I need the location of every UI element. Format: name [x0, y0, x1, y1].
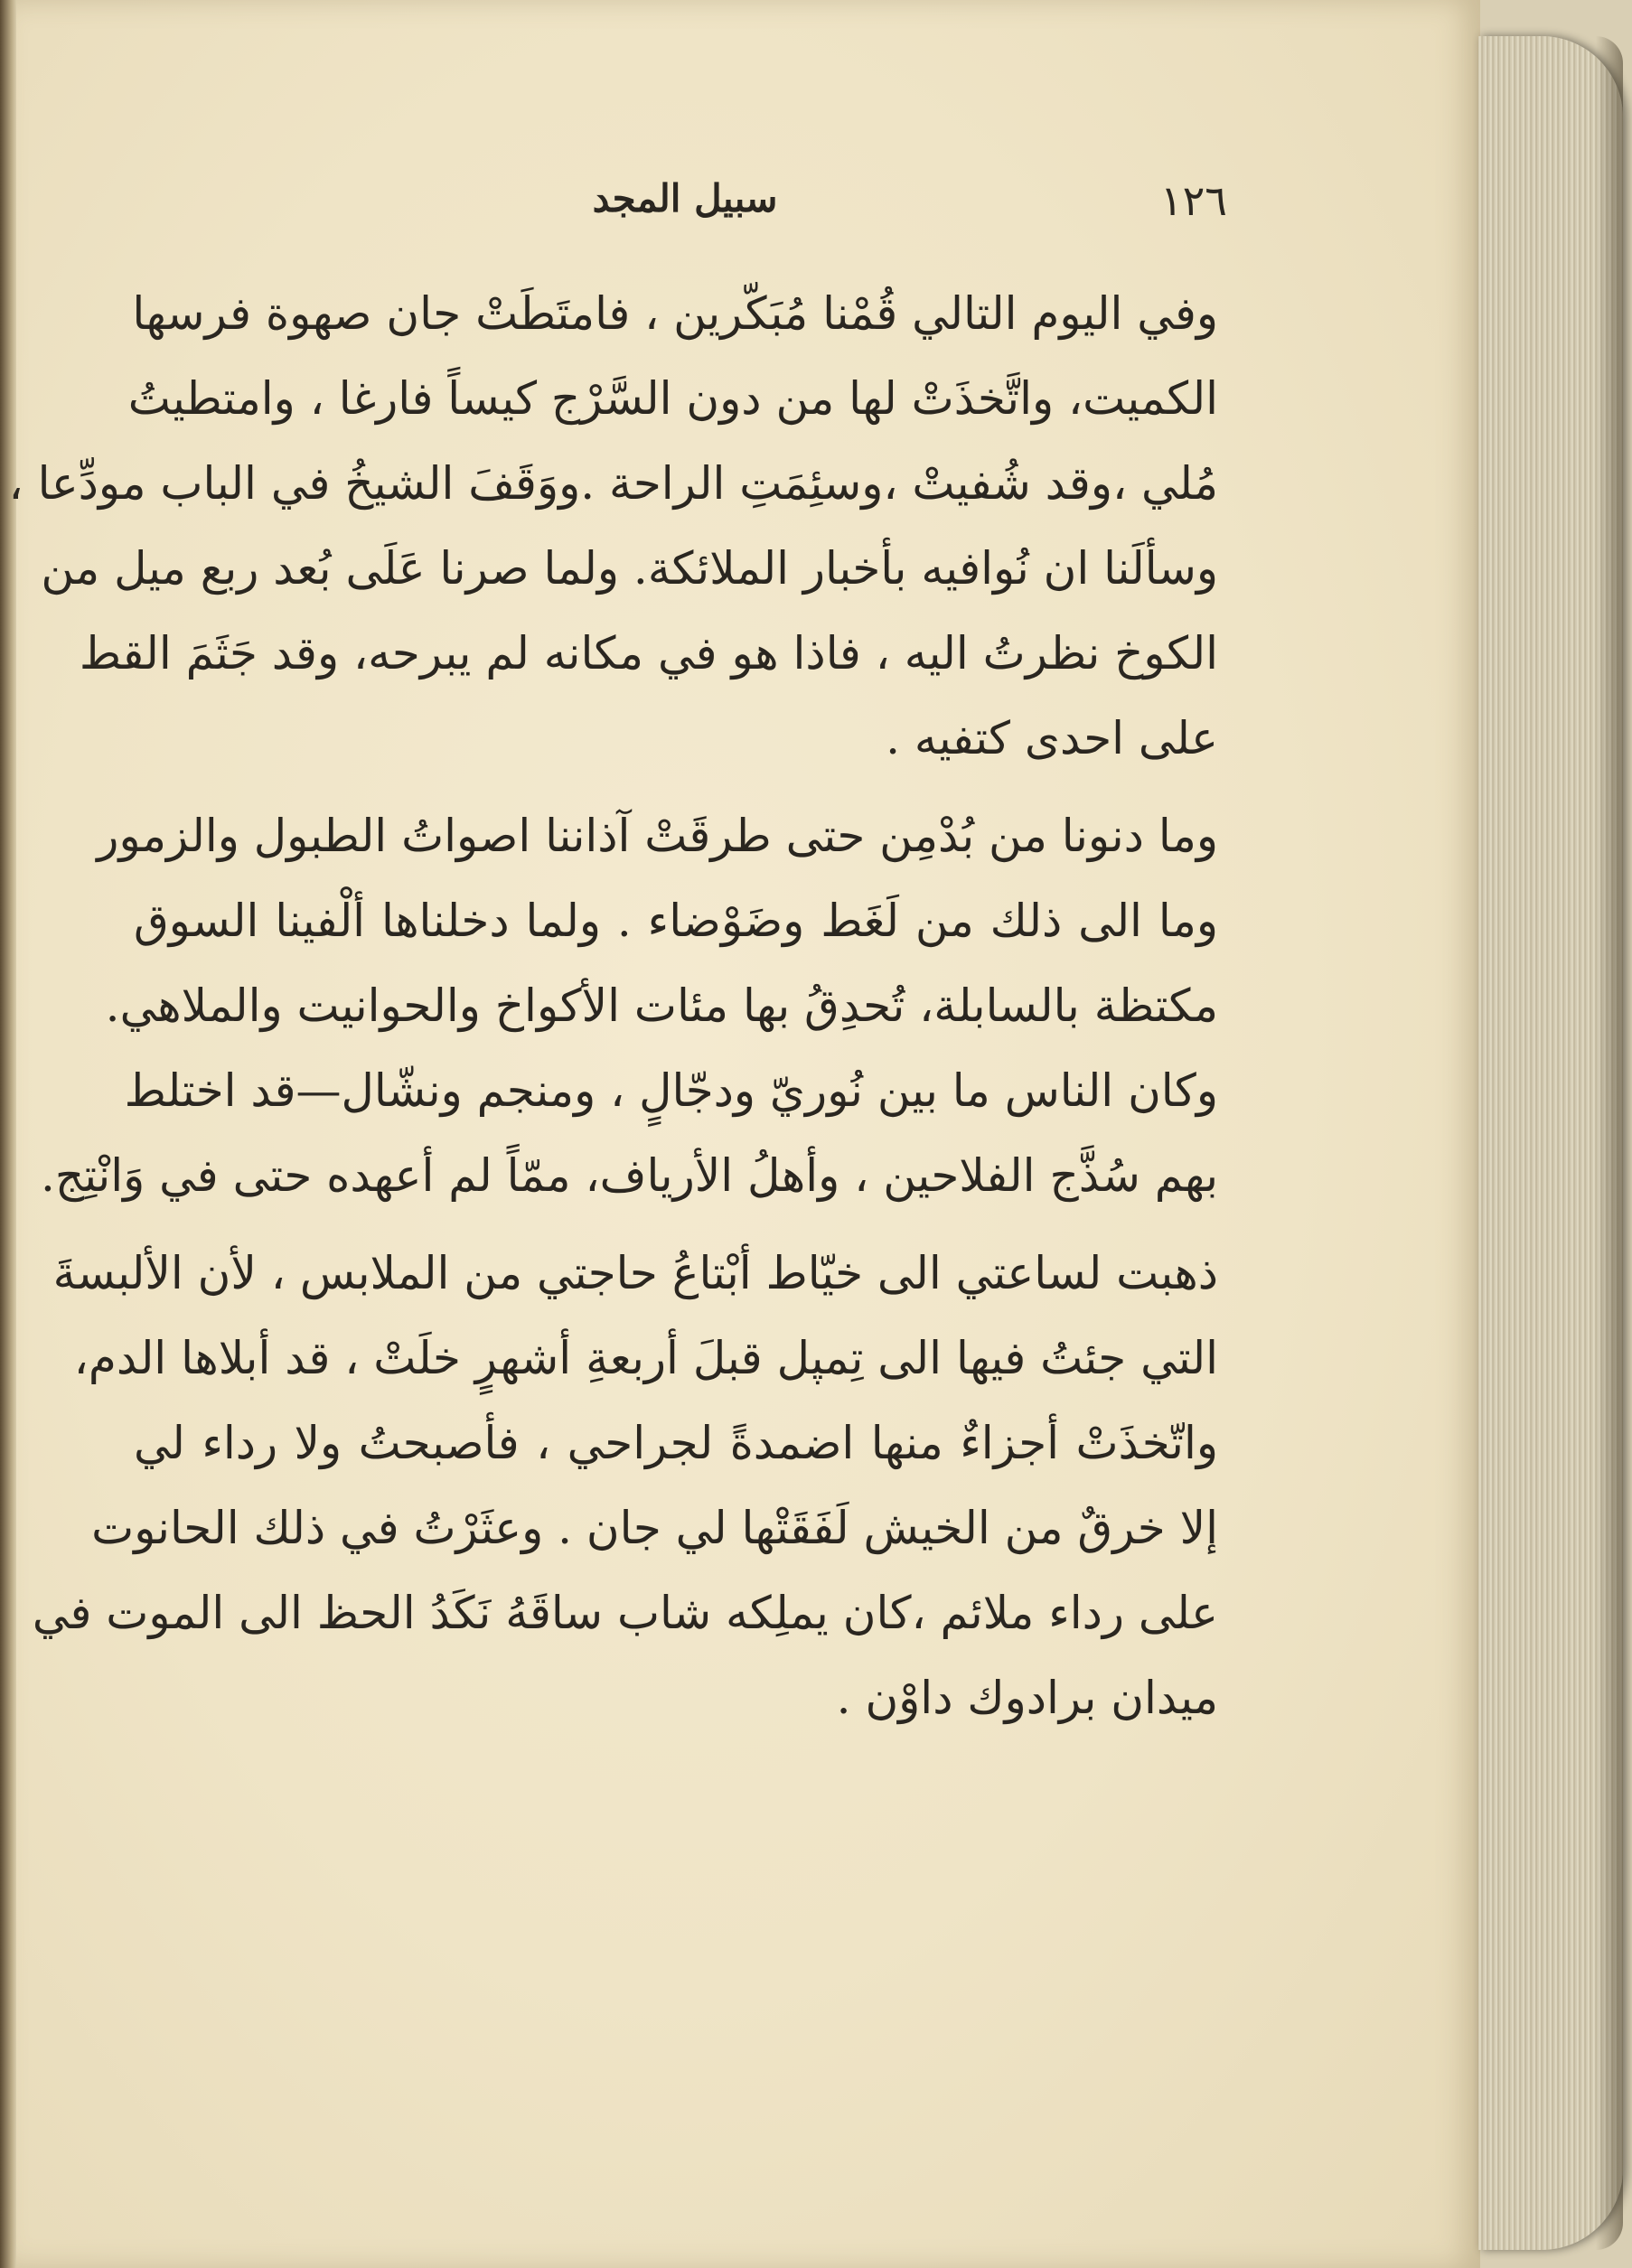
- text-line: ذهبت لساعتي الى خيّاط أبْتاعُ حاجتي من الملابس ، لأن الألبسةَ: [52, 1247, 1218, 1299]
- text-line: التي جئتُ فيها الى تِمپل قبلَ أربعةِ أشهرٍ خلَتْ ، قد أبلاها الدم،: [73, 1332, 1218, 1384]
- text-line: مكتظة بالسابلة، تُحدِقُ بها مئات الأكواخ والحوانيت والملاهي.: [105, 979, 1218, 1032]
- paragraph-1: [8, 271, 1218, 781]
- text-line: على احدى كتفيه .: [886, 712, 1218, 764]
- running-head: [143, 176, 1227, 239]
- text-line: وما دنونا من بُدْمِن حتى طرقَتْ آذاننا اصواتُ الطبول والزمور: [97, 810, 1218, 862]
- paragraph-gap: [134, 1218, 1218, 1231]
- text-line: مُلي ،وقد شُفيتْ ،وسئِمَتِ الراحة .ووَقَفَ الشيخُ في الباب مودِّعا ،: [8, 457, 1218, 510]
- page-title: سبيل المجد: [592, 176, 778, 220]
- text-line: ميدان برادوك داوْن .: [836, 1672, 1218, 1724]
- text-line: وكان الناس ما بين نُوريّ ودجّالٍ ، ومنجم ونشّال—قد اختلط: [124, 1064, 1218, 1117]
- paragraph-3: [32, 1231, 1218, 1740]
- text-line: بهم سُذَّج الفلاحين ، وأهلُ الأرياف، ممّاً لم أعهده حتى في وَانْتِج.: [41, 1149, 1218, 1202]
- text-line: وفي اليوم التالي قُمْنا مُبَكّرين ، فامتَطَتْ جان صهوة فرسها: [132, 287, 1218, 340]
- paragraph-2: [41, 793, 1218, 1218]
- text-line: وما الى ذلك من لَغَط وضَوْضاء . ولما دخلناها ألْفينا السوق: [134, 895, 1218, 947]
- text-line: واتّخذَتْ أجزاءٌ منها اضمدةً لجراحي ، فأصبحتُ ولا رداء لي: [134, 1417, 1218, 1469]
- book-page: [8, 0, 1480, 2268]
- body-text: [8, 271, 1218, 1740]
- paragraph-gap: [134, 781, 1218, 793]
- gutter-edge: [0, 0, 16, 2268]
- page-fore-edge: [1478, 36, 1623, 2250]
- text-line: على رداء ملائم ،كان يملِكه شاب ساقَهُ نَكَدُ الحظ الى الموت في: [32, 1587, 1218, 1639]
- text-line: إلا خرقٌ من الخيش لَفَقَتْها لي جان . وعثَرْتُ في ذلك الحانوت: [91, 1502, 1218, 1554]
- text-line: الكوخ نظرتُ اليه ، فاذا هو في مكانه لم يبرحه، وقد جَثَمَ القط: [79, 627, 1218, 679]
- text-line: الكميت، واتَّخذَتْ لها من دون السَّرْج كيساً فارغا ، وامتطيتُ: [127, 372, 1218, 425]
- text-line: وسألَنا ان نُوافيه بأخبار الملائكة. ولما صرنا عَلَى بُعد ربع ميل من: [41, 542, 1218, 595]
- page-number: ١٢٦: [1159, 176, 1227, 225]
